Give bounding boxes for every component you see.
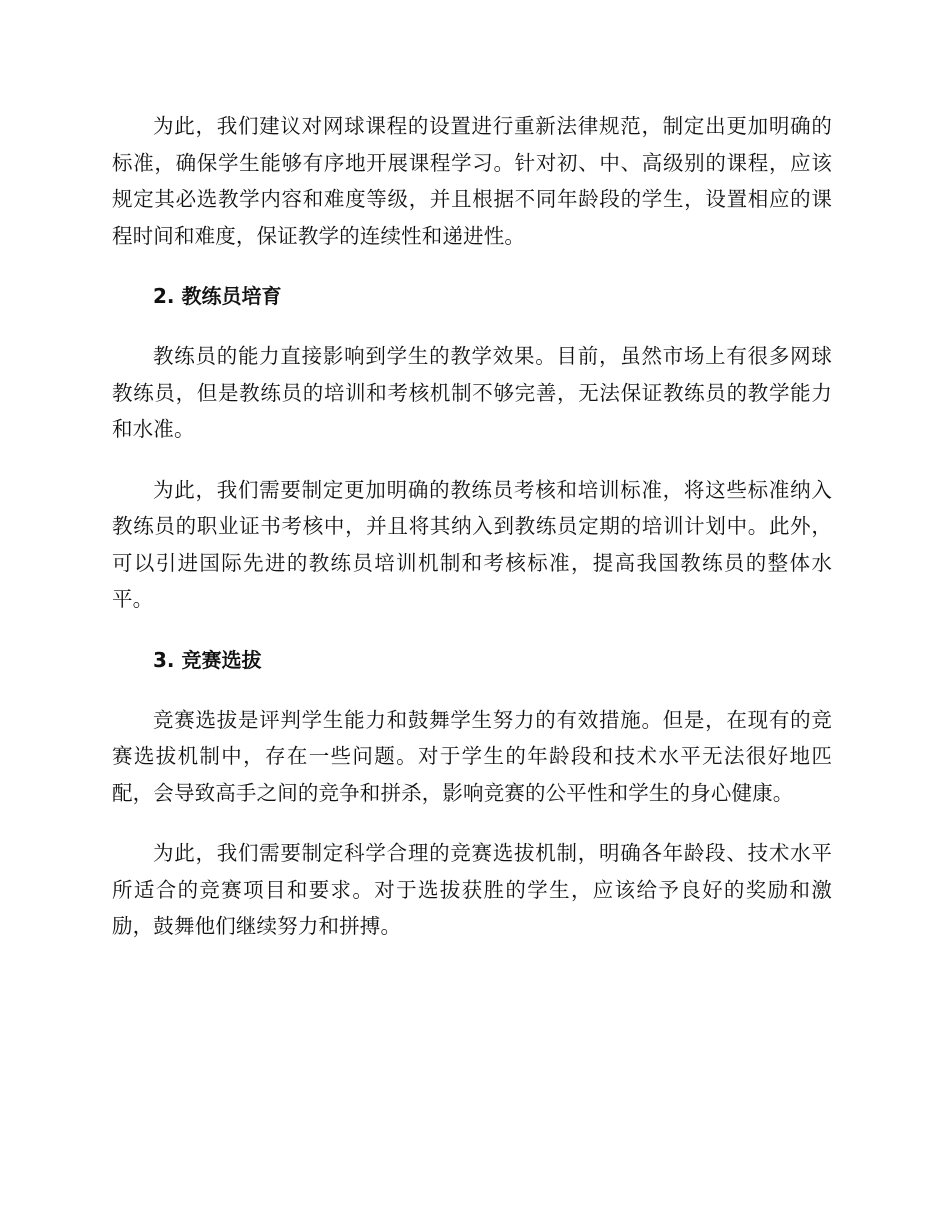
- paragraph-course-standards: 为此，我们建议对网球课程的设置进行重新法律规范，制定出更加明确的标准，确保学生能够有序地开展课程学习。针对初、中、高级别的课程，应该规定其必选教学内容和难度等级，并且根据不同年龄段的学生，设置相应的课程时间和难度，保证教学的连续性和递进性。: [112, 114, 832, 248]
- section-heading-coach-training: 2. 教练员培育: [153, 284, 282, 308]
- paragraph-competition-issues: 竞赛选拔是评判学生能力和鼓舞学生努力的有效措施。但是，在现有的竞赛选拔机制中，存在一些问题。对于学生的年龄段和技术水平无法很好地匹配，会导致高手之间的竞争和拼杀，影响竞赛的公平性和学生的身心健康。: [112, 707, 832, 805]
- paragraph-coach-ability: 教练员的能力直接影响到学生的教学效果。目前，虽然市场上有很多网球教练员，但是教练员的培训和考核机制不够完善，无法保证教练员的教学能力和水准。: [112, 344, 832, 441]
- paragraph-coach-standards: 为此，我们需要制定更加明确的教练员考核和培训标准，将这些标准纳入教练员的职业证书考核中，并且将其纳入到教练员定期的培训计划中。此外，可以引进国际先进的教练员培训机制和考核标准，提高我国教练员的整体水平。: [112, 477, 832, 611]
- paragraph-competition-mechanism: 为此，我们需要制定科学合理的竞赛选拔机制，明确各年龄段、技术水平所适合的竞赛项目和要求。对于选拔获胜的学生，应该给予良好的奖励和激励，鼓舞他们继续努力和拼搏。: [112, 841, 832, 938]
- section-heading-competition-selection: 3. 竞赛选拔: [153, 647, 262, 672]
- document-body: [112, 108, 832, 969]
